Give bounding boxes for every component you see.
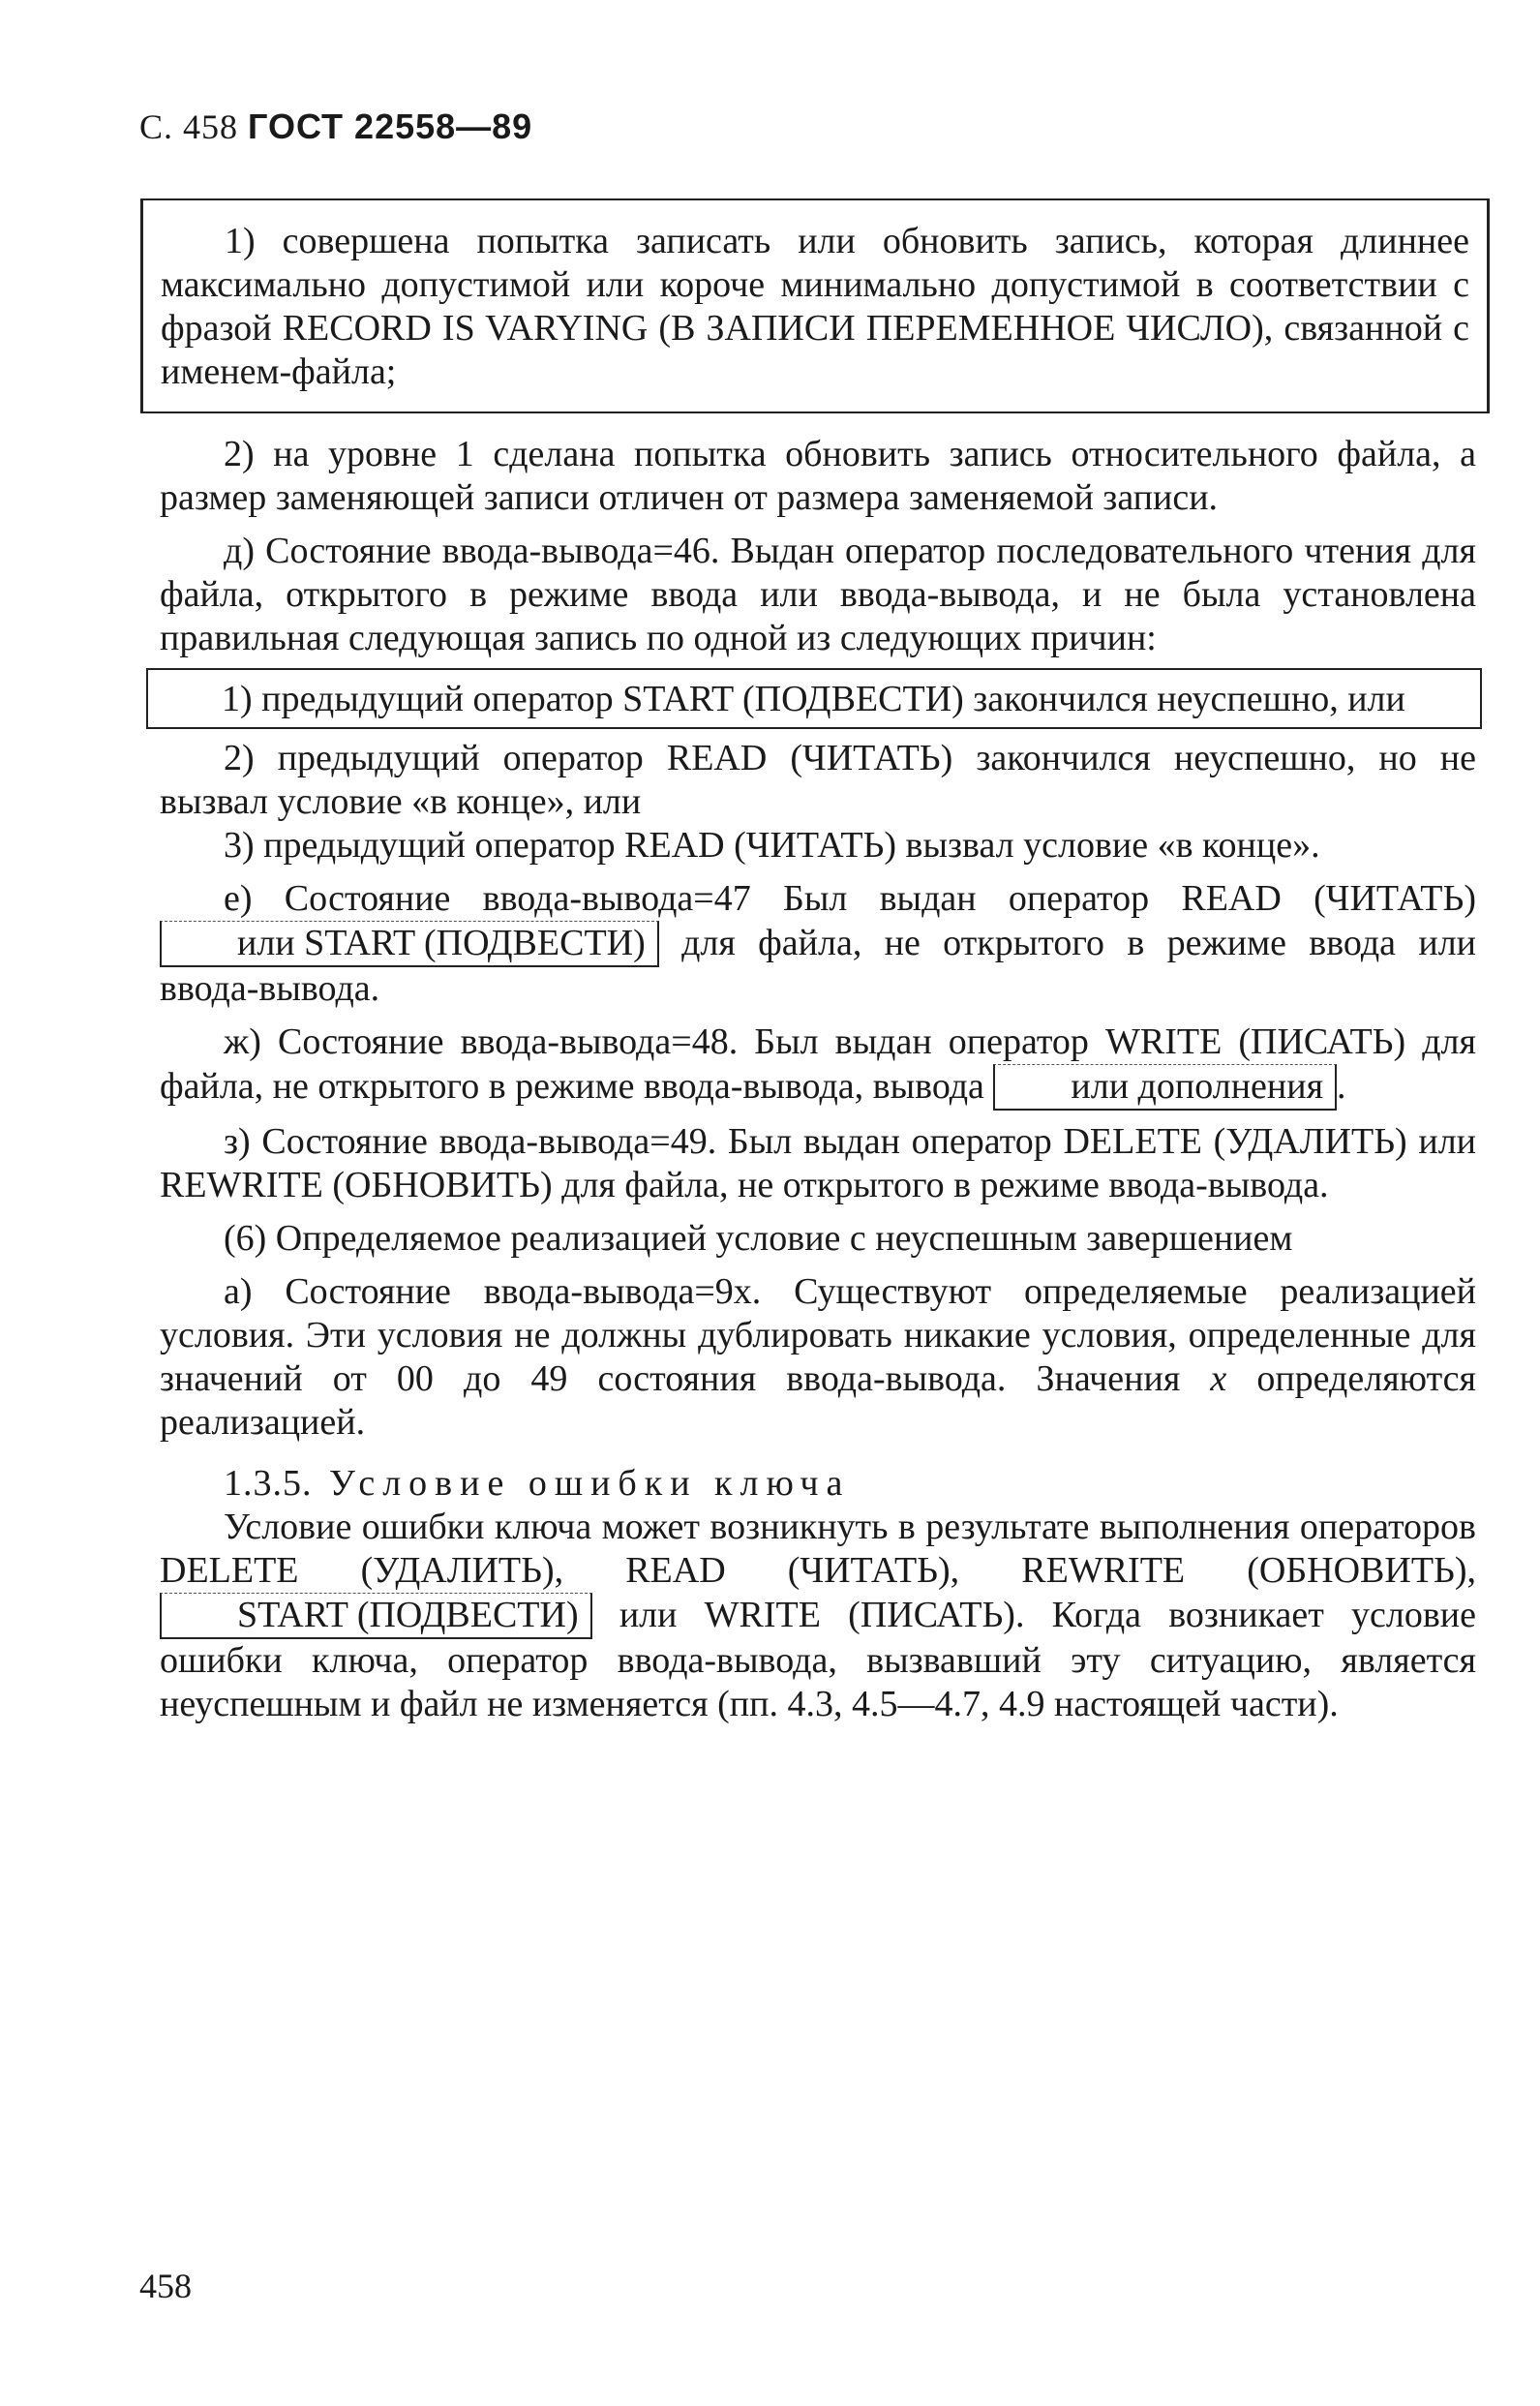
item-e [160, 877, 1476, 1011]
page-ref: С. 458 [139, 107, 239, 146]
framed-change-block [140, 198, 1490, 413]
item-d1-framed: 1) предыдущий оператор START (ПОДВЕСТИ) закончился неуспешно, или [222, 679, 1405, 719]
page-footer [139, 2266, 192, 2306]
item-d2: 2) предыдущий оператор READ (ЧИТАТЬ) закончился неуспешно, но не вызвал условие «в конце», или [160, 738, 1476, 822]
item-last-part1: Условие ошибки ключа может возникнуть в результате выполнения операторов DELETE (УДАЛИТЬ), READ (ЧИТАТЬ), REWRITE (ОБНОВИТЬ), [160, 1507, 1476, 1591]
section-number: 1.3.5. [224, 1463, 313, 1504]
item-last-part2: или WRITE (ПИСАТЬ). Когда возникает условие ошибки ключа, оператор ввода-вывода, вызвавший эту ситуацию, является неуспешным и файл не изменяется (пп. 4.3, 4.5—4.7, 4.9 настоящей части). [160, 1595, 1477, 1724]
page-number: 458 [139, 2267, 192, 2305]
item-d3: 3) предыдущий оператор READ (ЧИТАТЬ) вызвал условие «в конце». [224, 825, 1320, 866]
item-e-part2: для файла, не открытого в режиме ввода или ввода-вывода. [160, 923, 1476, 1009]
framed-d1-block [146, 668, 1482, 729]
standard-code: ГОСТ 22558—89 [248, 107, 533, 146]
item-a-part1: а) Состояние ввода-вывода=9x. Существуют определяемые реализацией условия. Эти условия не должны дублировать никакие условия, определенные для значений от 00 до 49 состояния ввода-вывода. Значения [160, 1271, 1476, 1399]
section-title: Условие ошибки ключа [329, 1463, 851, 1504]
item-last-framed: START (ПОДВЕСТИ) [160, 1593, 592, 1639]
item-a-part2: определяются реализацией. [160, 1358, 1476, 1443]
item-2: 2) на уровне 1 сделана попытка обновить запись относительного файла, а размер заменяющей записи отличен от размера заменяемой записи. [160, 434, 1476, 518]
item-e-framed: или START (ПОДВЕСТИ) [160, 921, 659, 967]
item-1-framed: 1) совершена попытка записать или обновить запись, которая длиннее максимально допустимой или короче минимально допустимой в соответствии с фразой RECORD IS VARYING (В ЗАПИСИ ПЕРЕМЕННОЕ ЧИСЛО), связанной с именем-файла; [161, 221, 1469, 392]
page-header [139, 107, 532, 147]
item-six: (6) Определяемое реализацией условие с неуспешным завершением [224, 1218, 1293, 1259]
section-heading [160, 1462, 1476, 1506]
item-zh [160, 1020, 1476, 1111]
item-a [160, 1270, 1476, 1445]
item-e-part1: е) Состояние ввода-вывода=47 Был выдан оператор READ (ЧИТАТЬ) [224, 878, 1476, 919]
item-zh-framed: или дополнения [993, 1064, 1337, 1111]
item-a-var: x [1210, 1358, 1227, 1399]
item-zh-end: . [1337, 1066, 1346, 1107]
item-z: з) Состояние ввода-вывода=49. Был выдан оператор DELETE (УДАЛИТЬ) или REWRITE (ОБНОВИТЬ) для файла, не открытого в режиме ввода-вывода. [160, 1121, 1476, 1205]
item-d-intro: д) Состояние ввода-вывода=46. Выдан оператор последовательного чтения для файла, открытого в режиме ввода или ввода-вывода, и не была установлена правильная следующая запись по одной из следующих причин: [160, 531, 1476, 658]
page-body [160, 198, 1476, 1726]
item-last [160, 1506, 1476, 1726]
item-zh-part1: ж) Состояние ввода-вывода=48. Был выдан оператор WRITE (ПИСАТЬ) для файла, не открытого в режиме ввода-вывода, вывода [160, 1021, 1476, 1107]
